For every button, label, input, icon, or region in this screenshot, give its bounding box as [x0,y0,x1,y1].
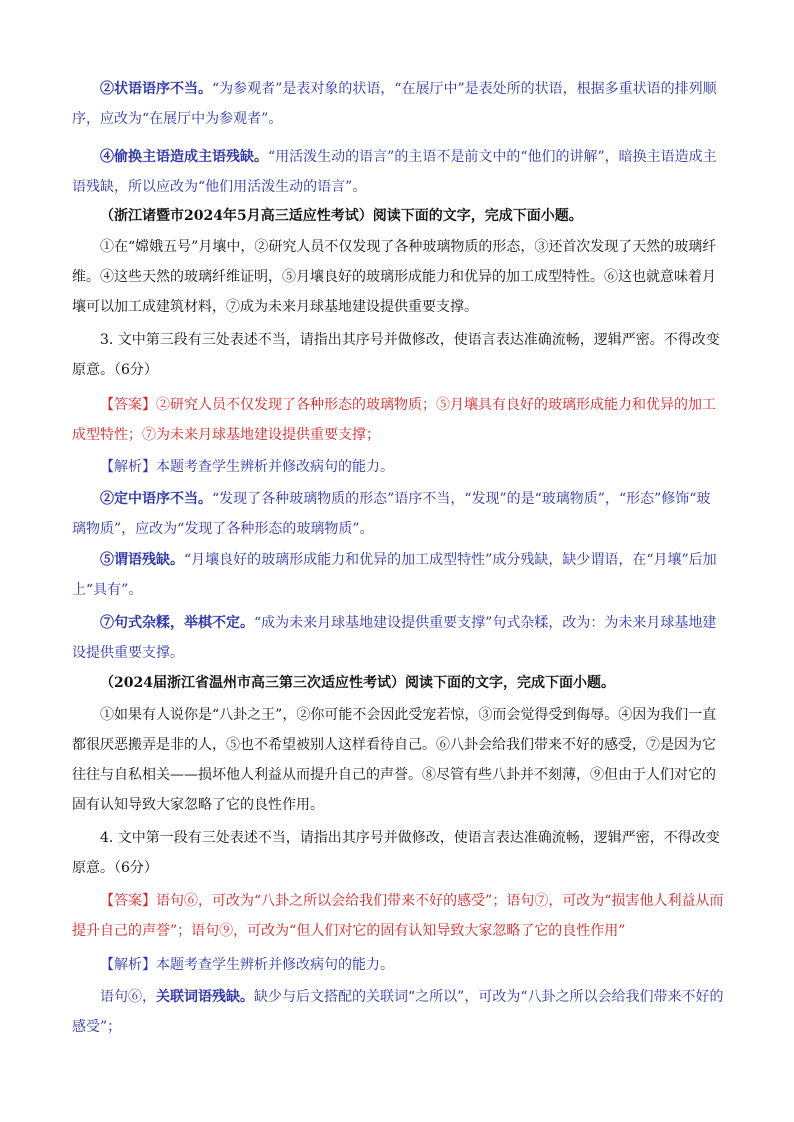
analysis-intro-4: 【解析】本题考查学生辨析并修改病句的能力。 [100,957,394,973]
analysis-item-2 [72,484,724,544]
analysis-text: 缺少与后文搭配的关联词“之所以”，可改为“八卦之所以会给我们带来不好的感受”； [72,989,724,1035]
source-heading-2: （2024届浙江省温州市高三第三次适应性考试）阅读下面的文字，完成下面小题。 [100,675,615,691]
analysis-text: “为参观者”是表对象的状语，“在展厅中”是表处所的状语，根据多重状语的排列顺序，应改为“在展厅中为参观者”。 [72,81,717,127]
analysis-text: “月壤良好的玻璃形成能力和优异的加工成型特性”成分残缺，缺少谓语，在“月壤”后加上“具有”。 [72,552,717,598]
error-type-label: ②定中语序不当。 [100,491,212,507]
passage-1: ①在“嫦娥五号”月壤中，②研究人员不仅发现了各种玻璃物质的形态，③还首次发现了天然的玻璃纤维。④这些天然的玻璃纤维证明，⑤月壤良好的玻璃形成能力和优异的加工成型特性。⑥这也就意味着月壤可以加工成建筑材料，⑦成为未来月球基地建设提供重要支撑。 [72,239,717,315]
error-type-label: ④偷换主语造成主语残缺。 [100,149,268,165]
sentence-ref: 语句⑥， [100,989,156,1005]
question-4: 4. 文中第一段有三处表述不当，请指出其序号并做修改，使语言表达准确流畅，逻辑严密，不得改变原意。（6分） [72,830,720,876]
analysis-item-5 [72,545,724,605]
source-heading-1: （浙江诸暨市2024年5月高三适应性考试）阅读下面的文字，完成下面小题。 [100,208,583,224]
answer-4: 【答案】语句⑥，可改为“八卦之所以会给我们带来不好的感受”；语句⑦，可改为“损害他人利益从而提升自己的声誉”；语句⑨，可改为“但人们对它的固有认知导致大家忽略了它的良性作用” [72,893,724,939]
error-type-label: 关联词语残缺。 [156,989,254,1005]
analysis-item-6 [72,982,724,1042]
analysis-paragraph-2 [72,74,724,134]
error-type-label: ⑦句式杂糅，举棋不定。 [100,615,254,631]
analysis-text: “成为未来月球基地建设提供重要支撑”句式杂糅，改为：为未来月球基地建设提供重要支撑。 [72,615,717,661]
analysis-paragraph-4 [72,142,724,202]
passage-2: ①如果有人说你是“八卦之王”，②你可能不会因此受宠若惊，③而会觉得受到侮辱。④因为我们一直都很厌恶搬弄是非的人，⑤也不希望被别人这样看待自己。⑥八卦会给我们带来不好的感受，⑦是因为它往往与自私相关——损坏他人利益从而提升自己的声誉。⑧尽管有些八卦并不刻薄，⑨但由于人们对它的固有认知导致大家忽略了它的良性作用。 [72,707,717,813]
analysis-intro-3: 【解析】本题考查学生辨析并修改病句的能力。 [100,459,394,475]
question-3: 3. 文中第三段有三处表述不当，请指出其序号并做修改，使语言表达准确流畅，逻辑严密。不得改变原意。（6分） [72,332,720,378]
analysis-text: “用活泼生动的语言”的主语不是前文中的“他们的讲解”，暗换主语造成主语残缺，所以应改为“他们用活泼生动的语言”。 [72,149,717,195]
analysis-text: “发现了各种玻璃物质的形态”语序不当，“发现”的是“玻璃物质”，“形态”修饰“玻璃物质”，应改为“发现了各种形态的玻璃物质”。 [72,491,711,537]
error-type-label: ②状语语序不当。 [100,81,212,97]
analysis-item-7 [72,608,724,668]
answer-3: 【答案】②研究人员不仅发现了各种形态的玻璃物质；⑤月壤具有良好的玻璃形成能力和优异的加工成型特性；⑦为未来月球基地建设提供重要支撑； [72,397,716,443]
error-type-label: ⑤谓语残缺。 [100,552,184,568]
